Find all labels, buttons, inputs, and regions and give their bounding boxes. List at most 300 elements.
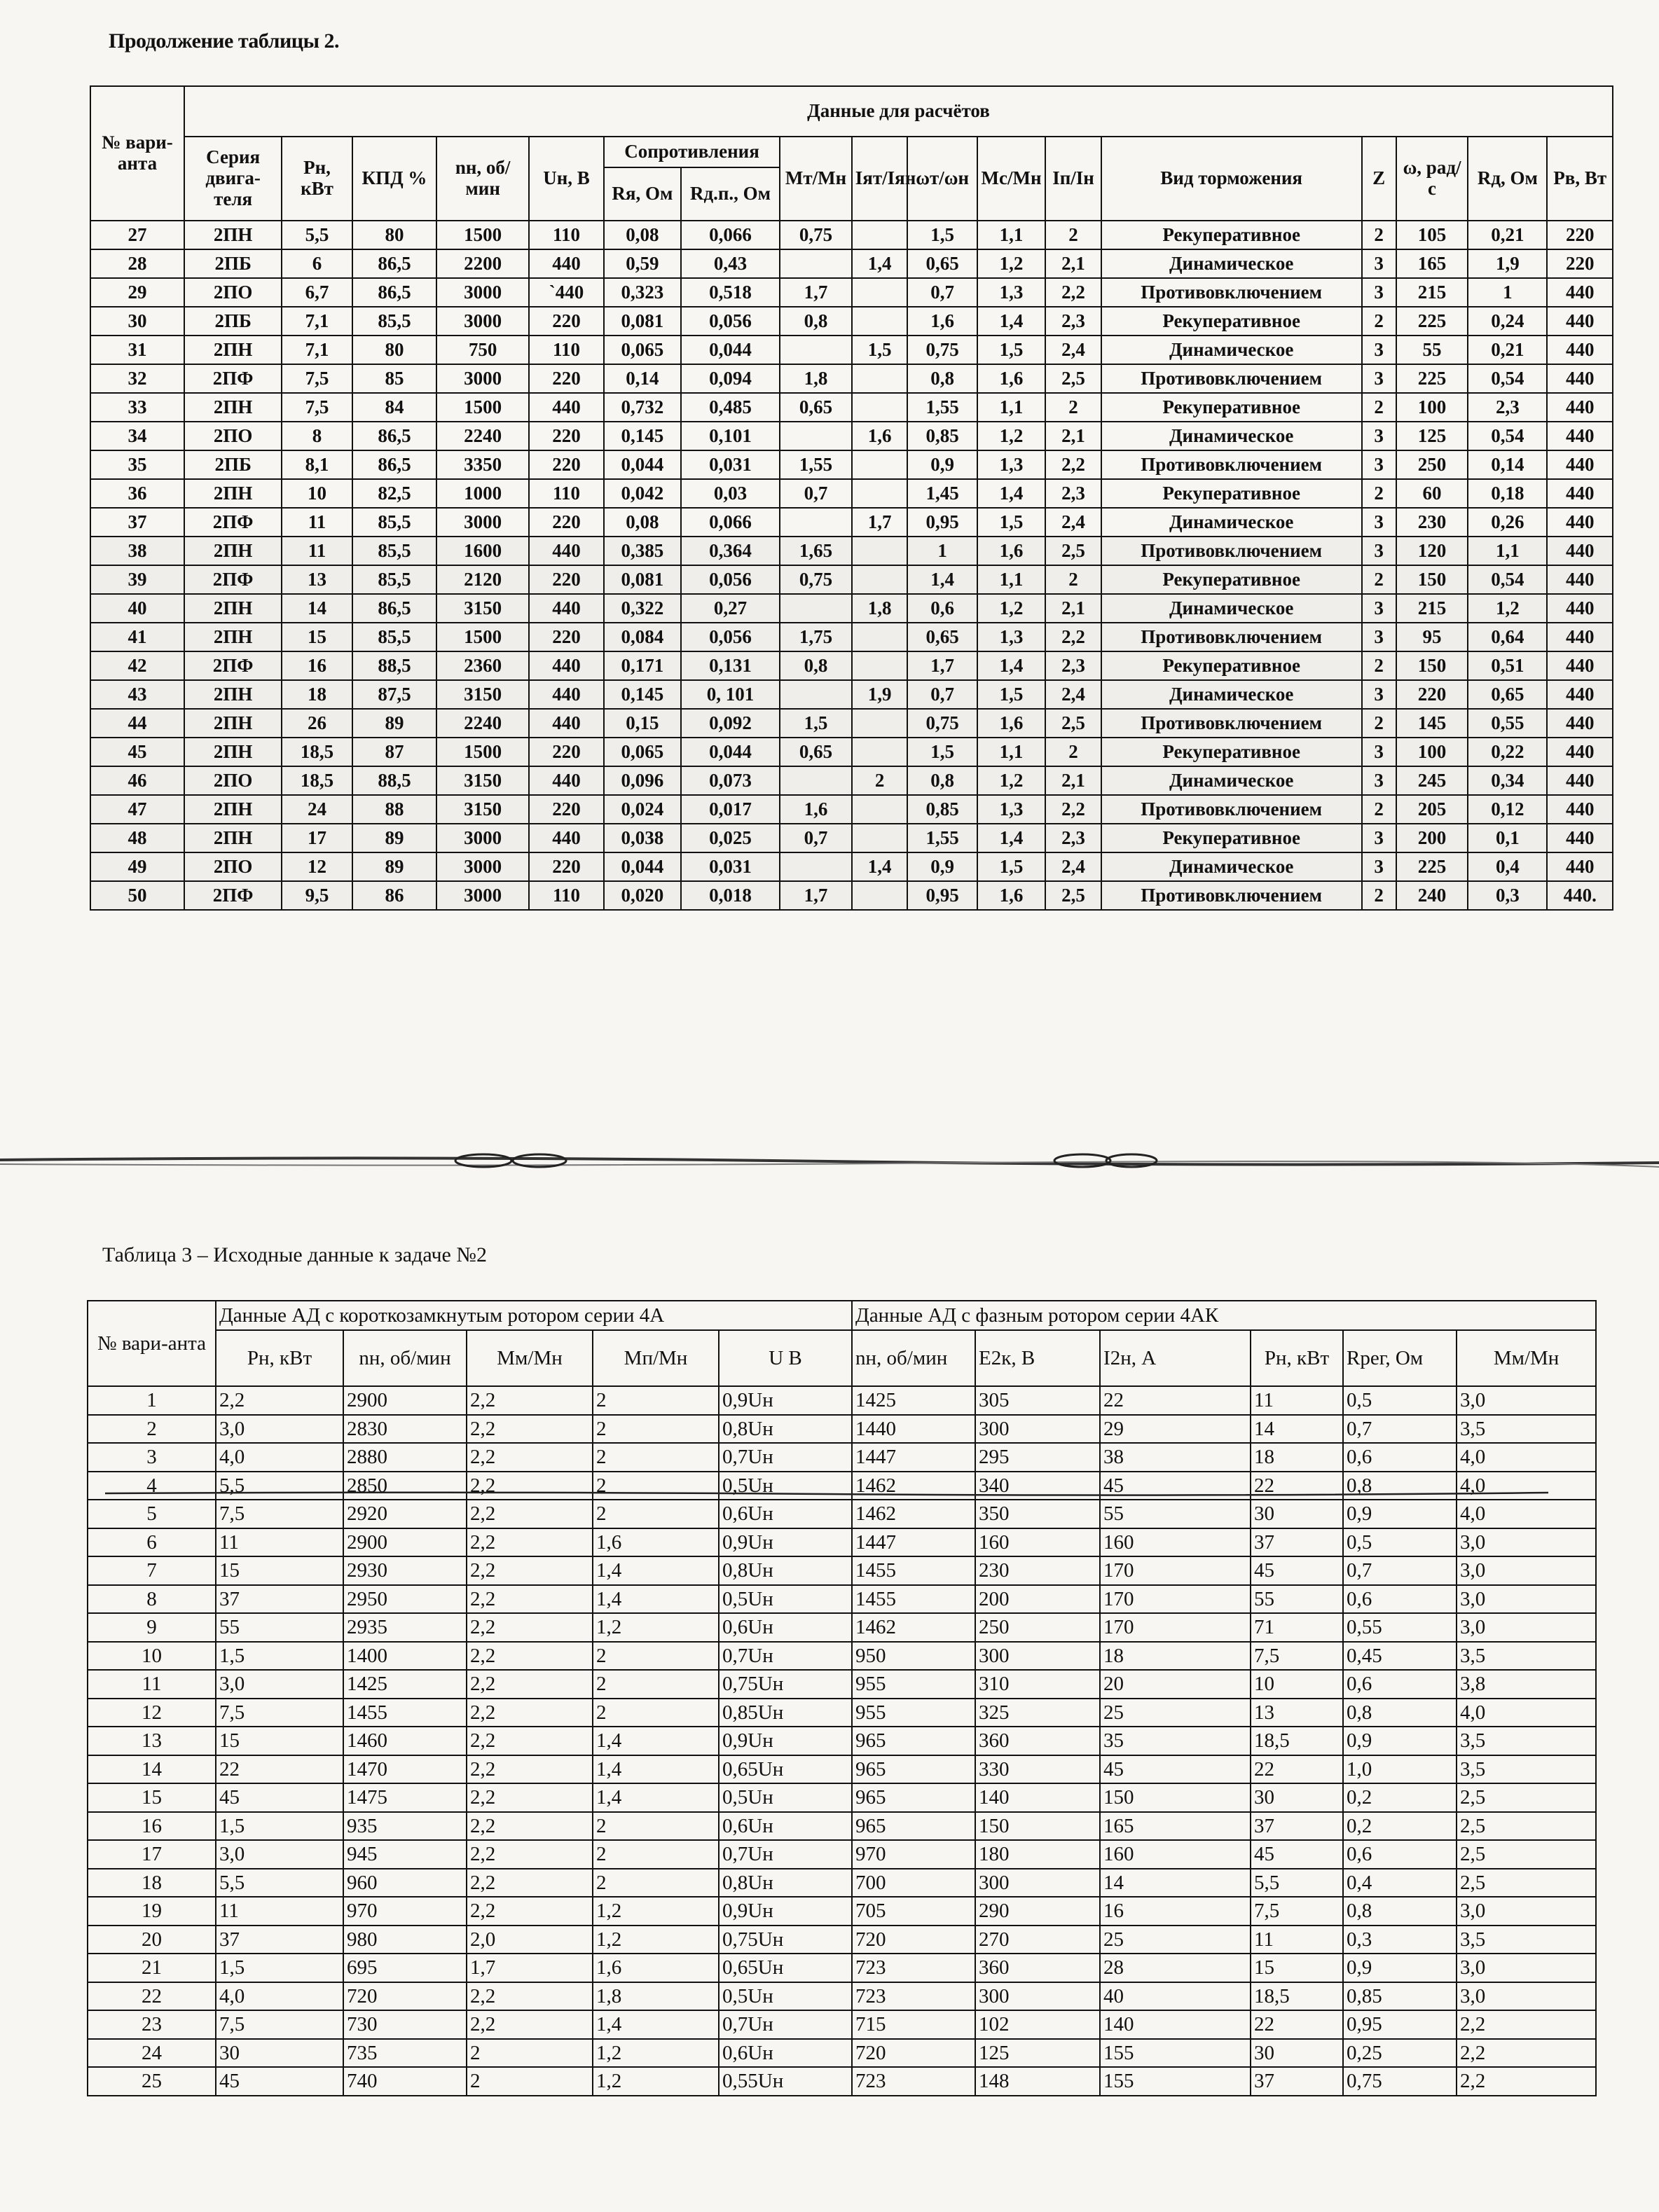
table-cell: 0,031 <box>681 852 780 881</box>
table-row <box>88 1982 1596 2011</box>
table-cell: 980 <box>343 1926 467 1954</box>
table-cell: 8 <box>88 1585 216 1614</box>
table-cell: 88,5 <box>352 651 436 680</box>
table-row <box>88 1954 1596 1982</box>
table-cell: 2ПН <box>184 221 282 249</box>
table-cell: 0,95 <box>907 508 977 537</box>
table-cell: 15 <box>88 1783 216 1812</box>
table-cell: 7,5 <box>1251 1897 1343 1926</box>
table-cell: 750 <box>436 336 529 364</box>
table-cell: 2 <box>852 766 908 795</box>
table-cell: 8,1 <box>282 450 352 479</box>
table-cell: 2 <box>593 1415 719 1444</box>
table-cell: 0,51 <box>1468 651 1547 680</box>
col-rd: Rд, Ом <box>1468 137 1547 221</box>
table-cell: 2,2 <box>1457 2067 1596 2096</box>
table-cell: 0,044 <box>681 738 780 766</box>
table-cell: 18 <box>1100 1642 1251 1671</box>
table-row <box>88 2039 1596 2068</box>
table-cell: 0,65 <box>1468 680 1547 709</box>
table-row <box>90 852 1613 881</box>
table-cell: 2,3 <box>1045 651 1101 680</box>
table-cell: 7,5 <box>216 1699 343 1727</box>
table-cell: 15 <box>216 1727 343 1755</box>
table-cell: 2 <box>467 2067 593 2096</box>
table-cell: 0,7 <box>780 479 852 508</box>
table-cell: 5,5 <box>216 1472 343 1500</box>
table-cell: 1,2 <box>593 1613 719 1642</box>
table-cell: 0,7Uн <box>719 1642 852 1671</box>
col-z: Z <box>1362 137 1396 221</box>
table-cell: 1,6 <box>907 307 977 336</box>
table-cell <box>852 824 908 852</box>
table-cell: 45 <box>1251 1556 1343 1585</box>
table-cell: 935 <box>343 1812 467 1841</box>
table-cell: 45 <box>216 2067 343 2096</box>
table-cell: 3 <box>1362 537 1396 565</box>
table-cell: 2 <box>593 1869 719 1898</box>
table-cell: 150 <box>1396 651 1468 680</box>
table-cell: 165 <box>1396 249 1468 278</box>
table-cell: 7,1 <box>282 307 352 336</box>
table-cell: 7,5 <box>282 364 352 393</box>
table-cell: 2950 <box>343 1585 467 1614</box>
table-cell: 1,5 <box>852 336 908 364</box>
table-cell: 0,385 <box>604 537 681 565</box>
table-cell: 2,1 <box>1045 766 1101 795</box>
table-cell: 1,5 <box>216 1812 343 1841</box>
table-cell: 0,95 <box>907 881 977 910</box>
t3-col-mp-mn: Mп/Mн <box>593 1330 719 1386</box>
table-cell: 7 <box>88 1556 216 1585</box>
table-cell: 2 <box>593 1670 719 1699</box>
table-cell <box>852 651 908 680</box>
table-cell: 440 <box>1547 508 1613 537</box>
table-cell: 0,6Uн <box>719 2039 852 2068</box>
table-cell: 2920 <box>343 1500 467 1528</box>
table-cell: 0,7 <box>780 824 852 852</box>
table-cell: 440 <box>1547 709 1613 738</box>
table-cell: 1455 <box>343 1699 467 1727</box>
table-cell: 0,024 <box>604 795 681 824</box>
table-cell: 40 <box>1100 1982 1251 2011</box>
table-cell: 1,3 <box>977 450 1045 479</box>
table-cell: 0,24 <box>1468 307 1547 336</box>
table-cell: 160 <box>1100 1528 1251 1557</box>
table-cell: 27 <box>90 221 184 249</box>
table-cell: 89 <box>352 852 436 881</box>
table-cell: 0,5Uн <box>719 1472 852 1500</box>
table-cell: 1,6 <box>593 1528 719 1557</box>
table-cell: Динамическое <box>1101 852 1362 881</box>
table-cell: 0,3 <box>1343 1926 1457 1954</box>
table-cell: 440 <box>1547 651 1613 680</box>
table-cell: 3,5 <box>1457 1755 1596 1784</box>
table-cell: 0,75 <box>1343 2067 1457 2096</box>
table-cell: 0,145 <box>604 422 681 450</box>
table-cell: 1,9 <box>852 680 908 709</box>
table-cell: 88,5 <box>352 766 436 795</box>
table-cell: 0,6Uн <box>719 1613 852 1642</box>
table-cell: 47 <box>90 795 184 824</box>
table-cell: 86 <box>352 881 436 910</box>
table-cell: 0,65 <box>780 738 852 766</box>
table-cell: 1,7 <box>780 278 852 307</box>
table-cell: 0,066 <box>681 508 780 537</box>
table-cell: 3,0 <box>1457 1556 1596 1585</box>
table-cell: 0,75Uн <box>719 1926 852 1954</box>
table-cell: 2 <box>1362 651 1396 680</box>
table-cell: 240 <box>1396 881 1468 910</box>
table-cell: 1,3 <box>977 623 1045 651</box>
table-row <box>90 364 1613 393</box>
table-cell: 1,5 <box>977 508 1045 537</box>
table-cell: Противовключением <box>1101 450 1362 479</box>
table-cell: 3,0 <box>1457 1897 1596 1926</box>
table-cell: 2,2 <box>467 1869 593 1898</box>
t3-col-mm-mn: Mм/Mн <box>467 1330 593 1386</box>
table-cell: 0,85 <box>907 422 977 450</box>
table-cell: 41 <box>90 623 184 651</box>
table-cell: 440 <box>529 651 604 680</box>
table-cell: 1425 <box>852 1386 975 1415</box>
table-cell: Динамическое <box>1101 680 1362 709</box>
table-cell: Рекуперативное <box>1101 221 1362 249</box>
table-cell: 440 <box>1547 364 1613 393</box>
table-cell: 440 <box>1547 623 1613 651</box>
table-cell: 3 <box>1362 623 1396 651</box>
table-cell: 18 <box>1251 1443 1343 1472</box>
table-cell: 0,065 <box>604 336 681 364</box>
table-cell: 2ПН <box>184 709 282 738</box>
table-cell: 1,3 <box>977 278 1045 307</box>
table-cell: 310 <box>975 1670 1100 1699</box>
table-cell: 955 <box>852 1670 975 1699</box>
table-cell: 2 <box>1045 393 1101 422</box>
table-cell: 2 <box>593 1386 719 1415</box>
table-cell: 1500 <box>436 221 529 249</box>
table-row <box>88 1556 1596 1585</box>
table-row <box>88 1500 1596 1528</box>
table-cell: 0,038 <box>604 824 681 852</box>
table-cell: 85,5 <box>352 537 436 565</box>
table-cell: 2360 <box>436 651 529 680</box>
table-cell: 0,8 <box>780 651 852 680</box>
table-cell: 1 <box>88 1386 216 1415</box>
table-cell: 25 <box>88 2067 216 2096</box>
table-cell: 0,073 <box>681 766 780 795</box>
table-row <box>88 1755 1596 1784</box>
table-cell: 325 <box>975 1699 1100 1727</box>
table-cell: 3,5 <box>1457 1642 1596 1671</box>
table-cell: 31 <box>90 336 184 364</box>
table-cell: 1,2 <box>977 766 1045 795</box>
table-cell: 1,2 <box>593 1897 719 1926</box>
t3-col-variant: № вари-анта <box>88 1301 216 1386</box>
table-cell: 0,518 <box>681 278 780 307</box>
table-cell: 0,025 <box>681 824 780 852</box>
table-row <box>90 623 1613 651</box>
table-cell: 3 <box>1362 766 1396 795</box>
table-cell: 720 <box>852 2039 975 2068</box>
table-cell: 2 <box>1045 738 1101 766</box>
table-cell: 28 <box>1100 1954 1251 1982</box>
table-cell: 3 <box>1362 508 1396 537</box>
table-cell: 0,042 <box>604 479 681 508</box>
table-cell: 10 <box>282 479 352 508</box>
table-cell: 1,5 <box>977 680 1045 709</box>
table-cell: 45 <box>1251 1840 1343 1869</box>
table-cell: 33 <box>90 393 184 422</box>
table-cell: 22 <box>1251 1472 1343 1500</box>
table-cell: 37 <box>90 508 184 537</box>
table-cell: 440 <box>529 680 604 709</box>
table-cell: 36 <box>90 479 184 508</box>
t3-col-mm-mn-2: Mм/Mн <box>1457 1330 1596 1386</box>
table-cell: 2ПФ <box>184 565 282 594</box>
table-cell: 3000 <box>436 881 529 910</box>
table-cell: 2,2 <box>1045 278 1101 307</box>
table-cell: 1,4 <box>593 1755 719 1784</box>
table-cell: 16 <box>1100 1897 1251 1926</box>
table-cell: 2 <box>1362 709 1396 738</box>
t3-col-e2k: E2к, В <box>975 1330 1100 1386</box>
strikethrough-line <box>105 1491 1548 1496</box>
table-cell: 0,12 <box>1468 795 1547 824</box>
table-cell: 440 <box>529 766 604 795</box>
table-cell: 220 <box>529 738 604 766</box>
table-cell: 2,5 <box>1457 1783 1596 1812</box>
table-cell: 9,5 <box>282 881 352 910</box>
table-cell: 960 <box>343 1869 467 1898</box>
table-cell: 440 <box>529 709 604 738</box>
table-cell: 2 <box>593 1812 719 1841</box>
table-cell: 1,4 <box>593 1727 719 1755</box>
table-cell: 0,8Uн <box>719 1415 852 1444</box>
group-wound-rotor: Данные АД с фазным ротором серии 4АК <box>852 1301 1596 1330</box>
table-cell: Рекуперативное <box>1101 651 1362 680</box>
table-cell: 2240 <box>436 422 529 450</box>
table-cell: 440. <box>1547 881 1613 910</box>
table-cell: 13 <box>282 565 352 594</box>
table-cell: 1,2 <box>1468 594 1547 623</box>
table-cell: 102 <box>975 2010 1100 2039</box>
table-cell: 0,8 <box>1343 1699 1457 1727</box>
table-cell: 2,2 <box>467 1528 593 1557</box>
table-cell: 1,8 <box>852 594 908 623</box>
table-cell: 1,7 <box>780 881 852 910</box>
table-cell: 1,9 <box>1468 249 1547 278</box>
table-cell: 0,26 <box>1468 508 1547 537</box>
table-cell <box>852 709 908 738</box>
table-cell: 0,64 <box>1468 623 1547 651</box>
table-row <box>88 1783 1596 1812</box>
table-cell: 6 <box>282 249 352 278</box>
table-cell: 1,6 <box>977 537 1045 565</box>
table-cell: 720 <box>343 1982 467 2011</box>
table-cell: 300 <box>975 1869 1100 1898</box>
table-cell: 700 <box>852 1869 975 1898</box>
table-cell: 2,2 <box>467 1670 593 1699</box>
table-cell: 6,7 <box>282 278 352 307</box>
table-cell: 2 <box>593 1699 719 1727</box>
table-cell: 3,0 <box>216 1840 343 1869</box>
table-cell: 1460 <box>343 1727 467 1755</box>
table-cell: 0,85Uн <box>719 1699 852 1727</box>
table-cell: 1,4 <box>593 1585 719 1614</box>
table-cell: Динамическое <box>1101 766 1362 795</box>
table-cell: 2 <box>1362 479 1396 508</box>
table-cell: 0,15 <box>604 709 681 738</box>
table-cell: 3,0 <box>1457 1386 1596 1415</box>
table-cell: 3350 <box>436 450 529 479</box>
table-cell: 220 <box>529 795 604 824</box>
table-cell: 0,14 <box>604 364 681 393</box>
table-cell: 0,7 <box>1343 1415 1457 1444</box>
table-cell: Динамическое <box>1101 422 1362 450</box>
table-cell: 2 <box>593 1500 719 1528</box>
table-cell: 2,2 <box>467 1443 593 1472</box>
table-cell: Динамическое <box>1101 249 1362 278</box>
table-cell: Противовключением <box>1101 623 1362 651</box>
table-cell: 45 <box>216 1783 343 1812</box>
table-cell: 220 <box>529 450 604 479</box>
table-cell: 2,2 <box>1045 623 1101 651</box>
table-cell: 2 <box>1362 565 1396 594</box>
table-cell: 25 <box>1100 1926 1251 1954</box>
table-cell: 220 <box>529 508 604 537</box>
table-row <box>90 565 1613 594</box>
table-cell: 950 <box>852 1642 975 1671</box>
table-cell: 3150 <box>436 766 529 795</box>
table-cell <box>852 795 908 824</box>
table-cell: 200 <box>975 1585 1100 1614</box>
table-cell: 4,0 <box>1457 1699 1596 1727</box>
table-cell <box>852 278 908 307</box>
table-cell: 89 <box>352 824 436 852</box>
table-cell <box>780 852 852 881</box>
table-cell: 3 <box>1362 824 1396 852</box>
table-row <box>88 1926 1596 1954</box>
table-cell: 440 <box>529 824 604 852</box>
table-cell: 0,8Uн <box>719 1869 852 1898</box>
table-row <box>88 1699 1596 1727</box>
table-cell: 22 <box>1100 1386 1251 1415</box>
table-cell: 28 <box>90 249 184 278</box>
table-cell: 0,031 <box>681 450 780 479</box>
table-cell: 2,2 <box>467 1642 593 1671</box>
table-cell: 2,5 <box>1457 1869 1596 1898</box>
table-cell: Рекуперативное <box>1101 393 1362 422</box>
table-cell: Противовключением <box>1101 537 1362 565</box>
table-cell: 1,5 <box>216 1642 343 1671</box>
table-cell: 148 <box>975 2067 1100 2096</box>
table-cell: 1,5 <box>907 738 977 766</box>
table-cell: 0,75 <box>780 565 852 594</box>
table-cell: 1,7 <box>907 651 977 680</box>
table-cell: Динамическое <box>1101 336 1362 364</box>
group-resistances: Сопротивления <box>604 137 780 167</box>
table-cell: 230 <box>1396 508 1468 537</box>
table-cell: 2ПН <box>184 594 282 623</box>
table-cell: 2ПН <box>184 795 282 824</box>
table-cell: 30 <box>1251 1783 1343 1812</box>
table-cell: 440 <box>1547 479 1613 508</box>
table-cell: 2,2 <box>467 1812 593 1841</box>
table-cell: 3 <box>1362 336 1396 364</box>
table-cell: 440 <box>1547 450 1613 479</box>
table-cell: 0,21 <box>1468 221 1547 249</box>
table-cell: 0,017 <box>681 795 780 824</box>
table-cell: 95 <box>1396 623 1468 651</box>
table-cell: 0,54 <box>1468 422 1547 450</box>
t3-col-voltage: U В <box>719 1330 852 1386</box>
table-cell: 2ПН <box>184 537 282 565</box>
table-cell: 35 <box>90 450 184 479</box>
table-cell <box>852 881 908 910</box>
table-row <box>90 766 1613 795</box>
table-cell: 3 <box>1362 680 1396 709</box>
t3-col-i2h: I2н, А <box>1100 1330 1251 1386</box>
table-cell: 2900 <box>343 1528 467 1557</box>
table-cell: 6 <box>88 1528 216 1557</box>
table-cell: 0,6Uн <box>719 1500 852 1528</box>
table-cell: 37 <box>216 1585 343 1614</box>
table-cell: 2,2 <box>467 1840 593 1869</box>
table-row <box>90 221 1613 249</box>
table-cell: 18 <box>282 680 352 709</box>
table-cell: Противовключением <box>1101 278 1362 307</box>
table-cell: 225 <box>1396 307 1468 336</box>
table-cell: 245 <box>1396 766 1468 795</box>
table-cell: 2,2 <box>467 1699 593 1727</box>
table-cell: 0,43 <box>681 249 780 278</box>
table-cell: 360 <box>975 1954 1100 1982</box>
col-pv: Pв, Вт <box>1547 137 1613 221</box>
table-cell: 0,9 <box>907 852 977 881</box>
table-cell: 2 <box>1362 795 1396 824</box>
table-cell: 30 <box>1251 1500 1343 1528</box>
table-cell: 2850 <box>343 1472 467 1500</box>
table-cell: 2 <box>593 1443 719 1472</box>
table-cell <box>852 221 908 249</box>
table-cell: 1,8 <box>593 1982 719 2011</box>
table-cell: 2,2 <box>467 2010 593 2039</box>
table-cell: 85,5 <box>352 623 436 651</box>
table-cell: 0,85 <box>1343 1982 1457 2011</box>
table-cell: 723 <box>852 1982 975 2011</box>
table-cell: 0,03 <box>681 479 780 508</box>
table-cell: 0,6 <box>1343 1670 1457 1699</box>
table-cell: 2ПН <box>184 479 282 508</box>
table-cell: 2ПН <box>184 623 282 651</box>
table-cell: 440 <box>1547 422 1613 450</box>
table-cell: 0,020 <box>604 881 681 910</box>
table-cell: 220 <box>529 364 604 393</box>
table-cell: 1,6 <box>977 709 1045 738</box>
table-cell: 2ПФ <box>184 364 282 393</box>
table-cell: 14 <box>1251 1415 1343 1444</box>
table-cell: 2,2 <box>467 1585 593 1614</box>
table-cell: 1425 <box>343 1670 467 1699</box>
table-cell: 1,4 <box>852 249 908 278</box>
table-cell: 0,27 <box>681 594 780 623</box>
table-cell <box>852 738 908 766</box>
table-cell: 2,2 <box>467 1556 593 1585</box>
table-cell: 440 <box>1547 594 1613 623</box>
table-cell: 0,7Uн <box>719 1840 852 1869</box>
table-cell: 440 <box>1547 537 1613 565</box>
